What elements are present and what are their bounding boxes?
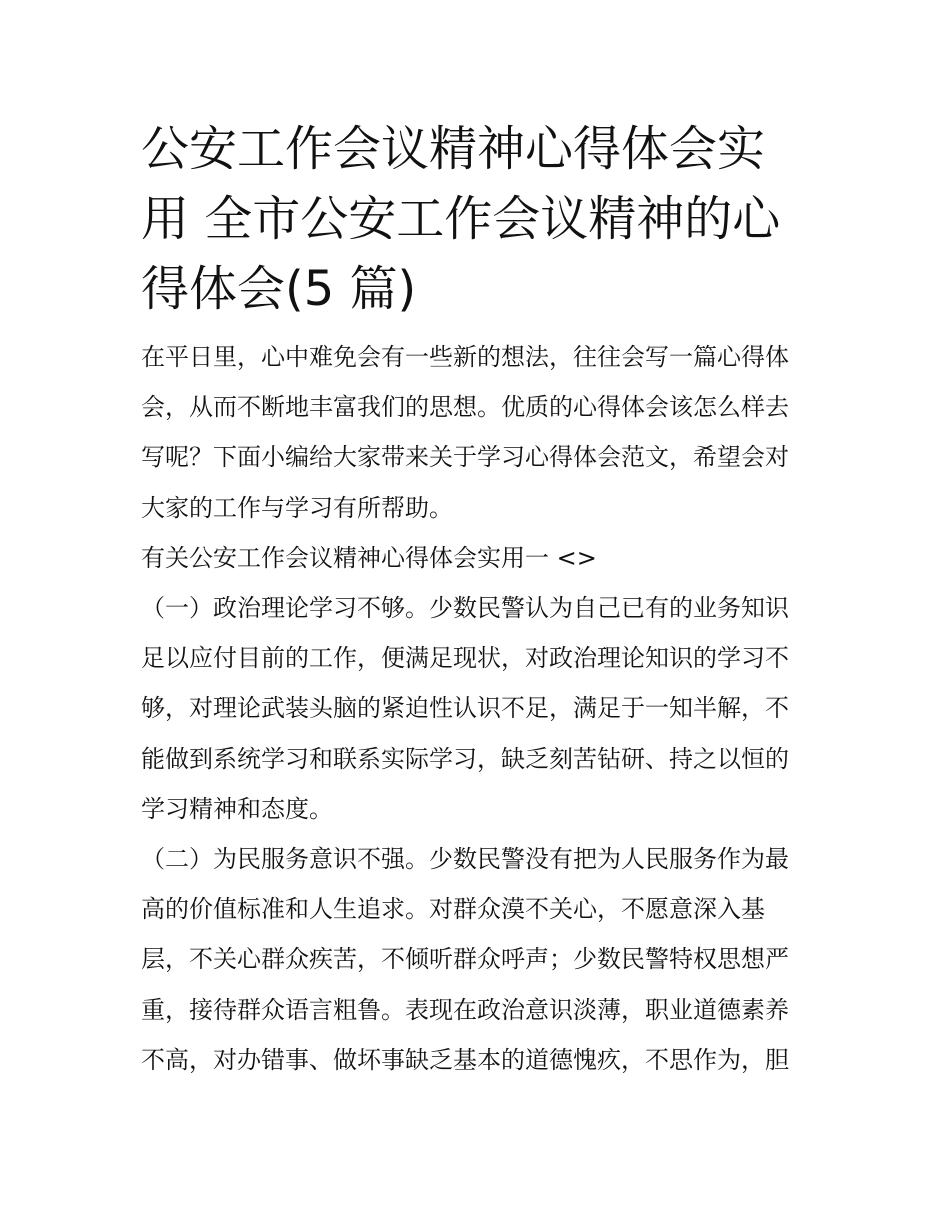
point-two-paragraph: （二）为民服务意识不强。少数民警没有把为人民服务作为最 高的价值标准和人生追求。对群众漠不关心，不愿意深入基 层，不关心群众疾苦，不倾听群众呼声；少数民警特权思想严 重，接待群众语言粗鲁。表现在政治意识淡薄，职业道德素养 不高，对办错事、做坏事缺乏基本的道德愧疚，不思作为，胆 (141, 845, 789, 1074)
document-title: 公安工作会议精神心得体会实 用 全市公安工作会议精神的心 得体会(5 篇) (141, 121, 781, 317)
intro-paragraph: 在平日里，心中难免会有一些新的想法，往往会写一篇心得体 会，从而不断地丰富我们的思想。优质的心得体会该怎么样去 写呢？下面小编给大家带来关于学习心得体会范文，希望会对 大家的工作与学习有所帮助。 (141, 343, 789, 522)
point-one-paragraph: （一）政治理论学习不够。少数民警认为自己已有的业务知识 足以应付目前的工作，便满足现状，对政治理论知识的学习不 够，对理论武装头脑的紧迫性认识不足，满足于一知半解，不 能做到系统学习和联系实际学习，缺乏刻苦钻研、持之以恒的 学习精神和态度。 (141, 594, 789, 823)
document-body (141, 114, 813, 1085)
section-heading: 有关公安工作会议精神心得体会实用一 <> (141, 543, 597, 572)
